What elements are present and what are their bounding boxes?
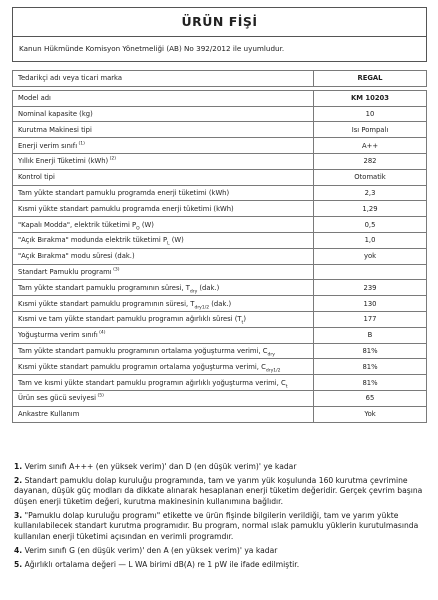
footnote-text: Standart pamuklu dolap kuruluğu programında, tam ve yarım yük koşulunda 160 kurutma çevrimine dayanan, düşük güç modları da dikkate alınarak hesaplanan enerji tüketim değeridir. Gerçek çevrim başına düşen enerji tüketim değeri, kurutma makinesinin kullanımına bağlıdır. xyxy=(14,475,423,506)
row-value: 81% xyxy=(314,359,427,375)
row-label-text: Standart Pamuklu programı xyxy=(18,267,112,276)
row-label-text: Kurutma Makinesi tipi xyxy=(18,125,92,134)
row-label xyxy=(13,248,314,264)
row-label xyxy=(13,153,314,169)
table-row xyxy=(13,153,427,169)
row-label xyxy=(13,217,314,233)
table-row xyxy=(13,232,427,248)
table-row xyxy=(13,217,427,233)
footnote-item xyxy=(14,476,426,508)
footnote-ref: (1) xyxy=(77,141,85,147)
row-label xyxy=(13,390,314,406)
table-row xyxy=(13,311,427,327)
footnote-text: Ağırlıklı ortalama değeri — L WA birimi dB(A) re 1 pW ile ifade edilmiştir. xyxy=(22,559,300,569)
row-label xyxy=(13,71,314,87)
row-value: 1,0 xyxy=(314,232,427,248)
row-value: 239 xyxy=(314,280,427,296)
table-row xyxy=(13,122,427,138)
row-label-tail: (dak.) xyxy=(209,299,232,308)
footnote-ref: (3) xyxy=(111,267,120,273)
row-label-text: Yoğuşturma verim sınıfı xyxy=(18,331,98,340)
row-label xyxy=(13,280,314,296)
row-label-subscript: t xyxy=(285,383,288,389)
footnote-item xyxy=(14,560,426,571)
row-label xyxy=(13,359,314,375)
row-label xyxy=(13,169,314,185)
row-label-text: Enerji verim sınıfı xyxy=(18,141,78,150)
row-label-text: "Açık Bırakma" modu süresi (dak.) xyxy=(18,252,135,261)
product-fiche xyxy=(12,7,427,423)
table-row xyxy=(13,375,427,391)
table-row xyxy=(13,264,427,280)
row-label-text: Nominal kapasite (kg) xyxy=(18,109,93,118)
row-value: Otomatik xyxy=(314,169,427,185)
row-label-text: Ürün ses gücü seviyesi xyxy=(18,394,97,403)
row-label xyxy=(13,185,314,201)
footnote-number: 1. xyxy=(14,462,23,471)
table-row xyxy=(13,327,427,343)
row-label xyxy=(13,406,314,422)
footnote-number: 2. xyxy=(14,475,23,485)
table-row xyxy=(13,406,427,422)
table-row xyxy=(13,248,427,264)
row-label-subscript: L xyxy=(167,241,170,247)
table-row xyxy=(13,90,427,106)
footnote-number: 4. xyxy=(14,545,23,555)
row-value: 65 xyxy=(314,390,427,406)
row-value: yok xyxy=(314,248,427,264)
table-row xyxy=(13,185,427,201)
row-label-text: "Açık Bırakma" modunda elektrik tüketimi P xyxy=(18,236,168,245)
row-label-text: Model adı xyxy=(18,94,51,103)
row-label xyxy=(13,296,314,312)
row-label xyxy=(13,232,314,248)
table-row xyxy=(13,359,427,375)
row-value: 177 xyxy=(314,311,427,327)
row-value: REGAL xyxy=(314,71,427,87)
row-label-text: Kısmi ve tam yükte standart pamuklu programın ağırlıklı süresi (T xyxy=(18,315,242,324)
row-label-text: Kısmi yükte standart pamuklu programının süresi, T xyxy=(18,299,195,308)
row-label xyxy=(13,122,314,138)
row-value: 282 xyxy=(314,153,427,169)
row-label xyxy=(13,343,314,359)
table-row xyxy=(13,106,427,122)
row-value: KM 10203 xyxy=(314,90,427,106)
row-label xyxy=(13,90,314,106)
footnote-number: 3. xyxy=(14,510,23,520)
row-label xyxy=(13,311,314,327)
table-row xyxy=(13,169,427,185)
row-label-text: Ankastre Kullanım xyxy=(18,410,80,419)
row-label-subscript: dry xyxy=(189,289,198,295)
row-label-text: Kısmi yükte standart pamuklu programda enerji tüketimi (kWh) xyxy=(18,204,234,213)
table-row xyxy=(13,280,427,296)
row-value: Yok xyxy=(314,406,427,422)
row-label-text: Tam yükte standart pamuklu programının ortalama yoğuşturma verimi, C xyxy=(18,346,268,355)
row-label-text: Tedarikçi adı veya ticari marka xyxy=(18,74,123,83)
row-label-subscript: O xyxy=(136,225,140,231)
row-label xyxy=(13,327,314,343)
row-label-text: Kısmi yükte standart pamuklu programın ortalama yoğuşturma verimi, C xyxy=(18,362,266,371)
row-value: Isı Pompalı xyxy=(314,122,427,138)
row-label-tail: ) xyxy=(243,315,246,324)
row-value: A++ xyxy=(314,138,427,154)
row-label-subscript: dry xyxy=(267,352,275,358)
row-value: 130 xyxy=(314,296,427,312)
footnote-ref: (2) xyxy=(108,157,117,163)
row-label-subscript: dry1/2 xyxy=(194,304,210,310)
row-label xyxy=(13,264,314,280)
row-value: 10 xyxy=(314,106,427,122)
row-value: B xyxy=(314,327,427,343)
row-label-text: Kontrol tipi xyxy=(18,173,55,182)
row-label-text: Tam ve kısmi yükte standart pamuklu programın ağırlıklı yoğuşturma verimi, C xyxy=(18,378,286,387)
row-label-text: Tam yükte standart pamuklu programının süresi, T xyxy=(18,283,190,292)
row-label xyxy=(13,138,314,154)
footnote-item xyxy=(14,462,426,473)
row-label xyxy=(13,201,314,217)
footnote-item xyxy=(14,511,426,543)
spec-table xyxy=(12,70,427,423)
footnote-text: "Pamuklu dolap kuruluğu programı" etikette ve ürün fişinde bilgilerin verildiği, tam ve yarım yükte kullanılabilecek standart kurutma programıdır. Bu program, normal ıslak pamuklu yüklerin kurutulmasında kullanılan enerji tüketimi açısından en verimli programdır. xyxy=(14,510,419,541)
row-label-text: Tam yükte standart pamuklu programda enerji tüketimi (kWh) xyxy=(18,188,230,197)
row-label xyxy=(13,106,314,122)
page-title: ÜRÜN FİŞİ xyxy=(12,7,427,36)
footnote-ref: (5) xyxy=(96,394,104,400)
table-row xyxy=(13,201,427,217)
row-label-text: Yıllık Enerji Tüketimi (kWh) xyxy=(18,157,109,166)
row-value: 0,5 xyxy=(314,217,427,233)
row-label-tail: (W) xyxy=(139,220,154,229)
footnote-text: Verim sınıfı A+++ (en yüksek verim)' dan D (en düşük verim)' ye kadar xyxy=(22,462,297,471)
row-value: 1,29 xyxy=(314,201,427,217)
spacer xyxy=(12,62,427,70)
row-label-subscript: t xyxy=(241,320,244,326)
regulation-text: Kanun Hükmünde Komisyon Yönetmeliği (AB) No 392/2012 ile uyumludur. xyxy=(12,36,427,62)
footnotes xyxy=(14,462,426,573)
row-label-tail: (W) xyxy=(169,236,184,245)
table-row xyxy=(13,71,427,87)
table-row xyxy=(13,390,427,406)
footnote-item xyxy=(14,546,426,557)
row-value: 2,3 xyxy=(314,185,427,201)
table-row xyxy=(13,296,427,312)
row-label-tail: (dak.) xyxy=(197,283,220,292)
row-label-subscript: dry1/2 xyxy=(265,368,281,374)
row-value: 81% xyxy=(314,375,427,391)
row-label-text: "Kapalı Modda", elektrik tüketimi P xyxy=(18,220,137,229)
row-value xyxy=(314,264,427,280)
row-value: 81% xyxy=(314,343,427,359)
table-row xyxy=(13,343,427,359)
table-row xyxy=(13,138,427,154)
row-label xyxy=(13,375,314,391)
footnote-text: Verim sınıfı G (en düşük verim)' den A (en yüksek verim)' ya kadar xyxy=(22,545,278,555)
footnote-ref: (4) xyxy=(97,330,106,336)
footnote-number: 5. xyxy=(14,559,23,569)
